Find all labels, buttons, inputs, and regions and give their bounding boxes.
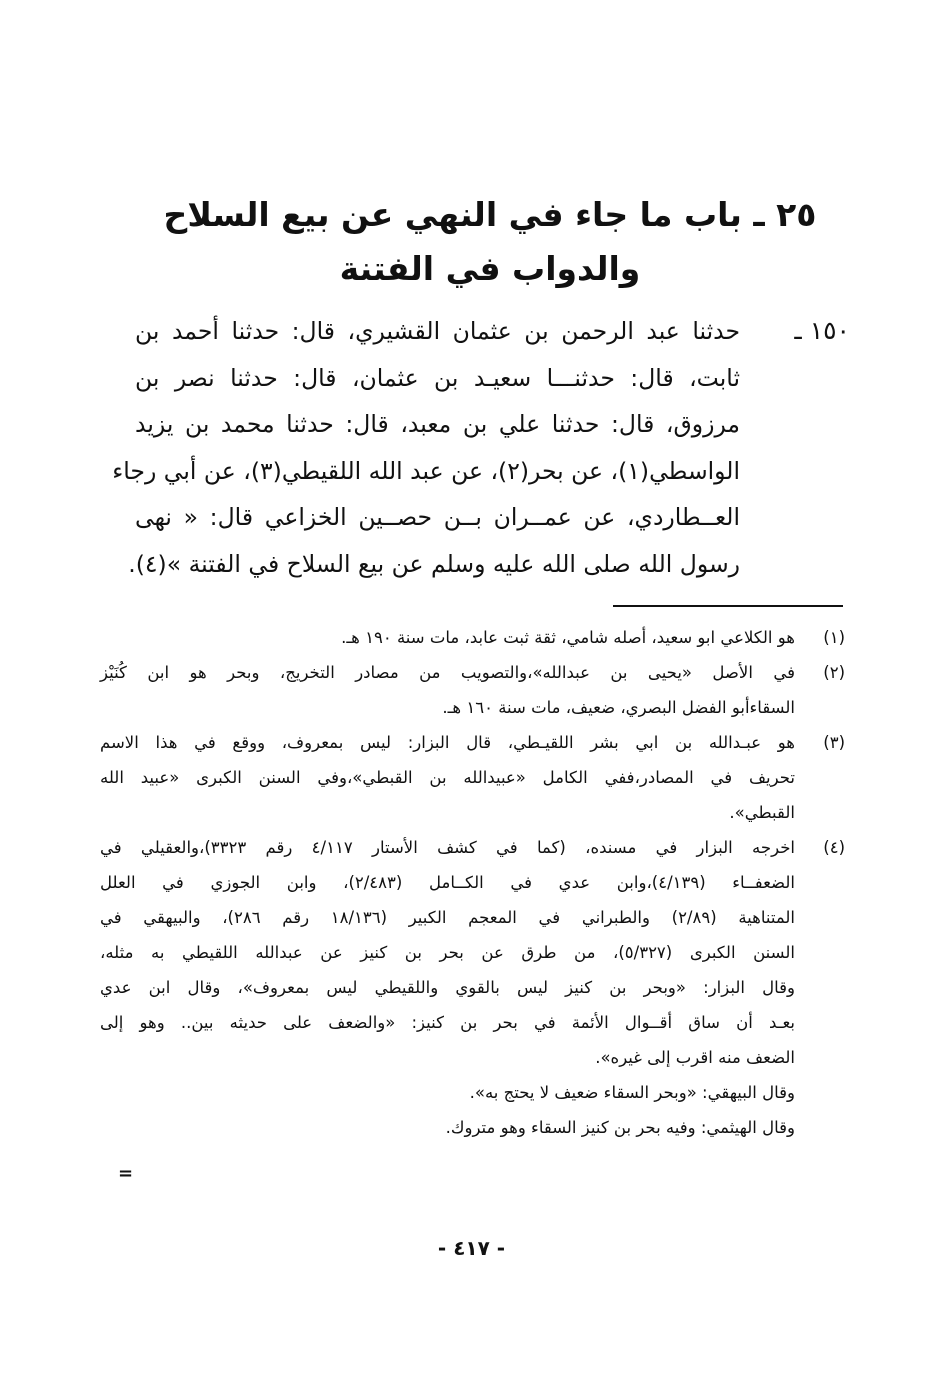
hadith-number: ١٥٠ ـ bbox=[794, 316, 850, 345]
footnotes bbox=[100, 620, 845, 1145]
footnote-number: (١) bbox=[823, 628, 845, 647]
footnote-line: وقال الهيثمي: وفيه بحر بن كنيز السقاء وهو متروك. bbox=[445, 1118, 795, 1137]
footnote-number: (٤) bbox=[823, 838, 845, 857]
footnote-2 bbox=[100, 655, 845, 725]
hadith-line: الواسطي(١)، عن بحر(٢)، عن عبد الله اللقيطي(٣)، عن أبي رجاء bbox=[112, 456, 740, 485]
hadith-line: رسول الله صلى الله عليه وسلم عن بيع السلاح في الفتنة »(٤). bbox=[128, 549, 740, 578]
footnote-line: الضعف منه اقرب إلى غيره». bbox=[595, 1048, 795, 1067]
footnote-line: اخرجه البزار في مسنده، (كما في كشف الأستار ٤/١١٧ رقم ٣٣٢٣)،والعقيلي في bbox=[100, 838, 795, 857]
footnote-line: السنن الكبرى (٥/٣٢٧)، من طرق عن بحر بن كنيز عن عبدالله اللقيطي به مثله، bbox=[100, 943, 795, 962]
footnote-line: القبطي». bbox=[729, 803, 795, 822]
footnote-number: (٢) bbox=[823, 663, 845, 682]
continuation-mark: = bbox=[118, 1163, 134, 1184]
footnote-line: هو الكلاعي ابو سعيد، أصله شامي، ثقة ثبت عابد، مات سنة ١٩٠ هـ. bbox=[341, 628, 795, 647]
hadith-line: ثابت، قال: حدثنـــا سعيـد بن عثمان، قال: حدثنا نصر بن bbox=[135, 363, 740, 392]
footnote-line: وقال البزار: «وبحر بن كنيز ليس بالقوي واللقيطي ليس بمعروف»، وقال ابن عدي bbox=[100, 978, 795, 997]
footnote-line: تحريف في المصادر،ففي الكامل «عبيدالله بن القبطي»،وفي السنن الكبرى «عبيد الله bbox=[100, 768, 795, 787]
hadith-line: حدثنا عبد الرحمن بن عثمان القشيري، قال: حدثنا أحمد بن bbox=[135, 317, 740, 345]
hadith-line: العــطاردي، عن عمــران بــن حصــين الخزاعي قال: « نهى bbox=[135, 503, 740, 531]
footnote-line: وقال البيهقي: «وبحر السقاء ضعيف لا يحتج به». bbox=[469, 1083, 795, 1102]
footnote-number: (٣) bbox=[823, 733, 845, 752]
footnote-3 bbox=[100, 725, 845, 830]
chapter-title-line-2: والدواب في الفتنة bbox=[339, 249, 641, 288]
page-number: - ٤١٧ - bbox=[437, 1236, 506, 1260]
footnote-separator bbox=[613, 605, 843, 607]
footnote-line: هو عبـدالله بن ابي بشر اللقيـطي، قال البزار: ليس بمعروف، ووقع في هذا الاسم bbox=[100, 733, 795, 752]
footnote-4 bbox=[100, 830, 845, 1145]
footnote-1 bbox=[100, 620, 845, 655]
footnote-line: الضعفــاء (٤/١٣٩)،وابن عدي في الكــامل (٢/٤٨٣)، وابن الجوزي في العلل bbox=[100, 873, 795, 892]
hadith-line: مرزوق، قال: حدثنا علي بن معبد، قال: حدثنا محمد بن يزيد bbox=[135, 410, 740, 438]
chapter-title bbox=[120, 188, 860, 296]
hadith-text bbox=[112, 308, 740, 587]
chapter-title-line-1: ٢٥ ـ باب ما جاء في النهي عن بيع السلاح bbox=[163, 195, 817, 234]
footnote-line: السقاءأبو الفضل البصري، ضعيف، مات سنة ١٦٠ هـ. bbox=[442, 698, 795, 717]
footnote-line: المتناهية (٢/٨٩) والطبراني في المعجم الكبير (١٨/١٣٦ رقم ٢٨٦)، والبيهقي في bbox=[100, 908, 795, 927]
footnote-line: بعـد أن ساق أقــوال الأئمة في بحر بن كنيز: «والضعف على حديثه بين.. وهو إلى bbox=[100, 1013, 795, 1032]
footnote-line: في الأصل «يحيى بن عبدالله»،والتصويب من مصادر التخريج، وبحر هو ابن كُنَيْز bbox=[100, 663, 795, 682]
